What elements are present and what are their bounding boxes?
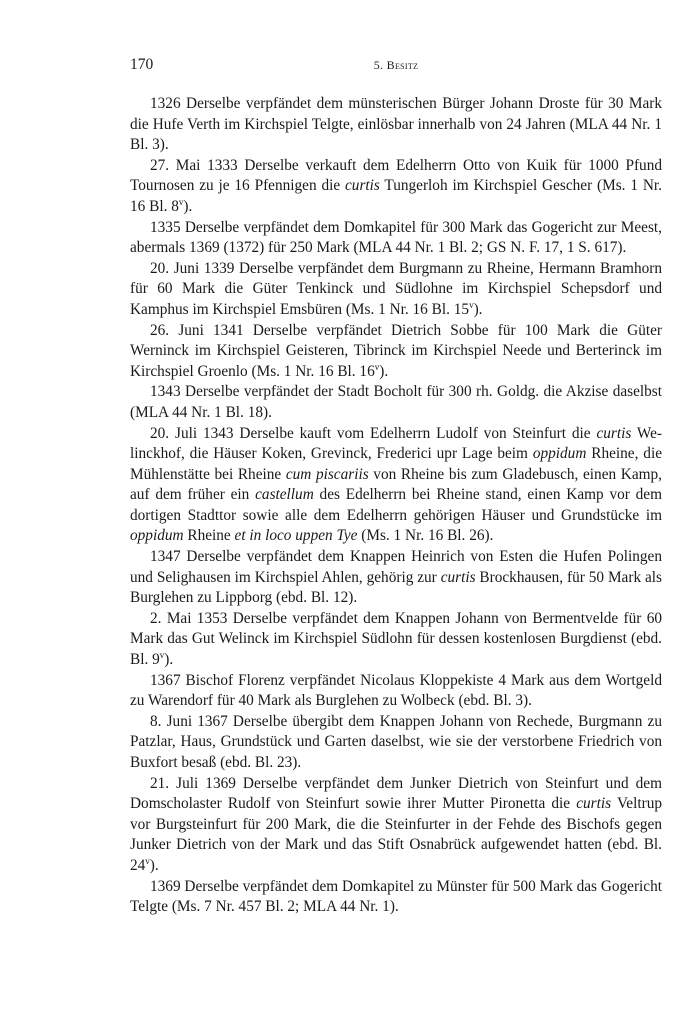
paragraph (130, 547, 662, 609)
text-run: Rheine, die Mühlenstätte bei Rheine (130, 445, 662, 483)
superscript: v (145, 855, 150, 866)
paragraph (130, 609, 662, 671)
italic-term: curtis (596, 424, 632, 442)
paragraph (130, 94, 662, 156)
superscript: v (374, 361, 380, 372)
italic-term: et in loco uppen Tye (234, 527, 358, 545)
paragraph (130, 321, 662, 383)
text-run: 2. Mai 1353 Derselbe verpfändet dem Knappen Johann von Bermentvelde für 60 Mark das Gut Welinck im Kirchspiel Südlohn für dessen kostenlosen Burgdienst (ebd. Bl. 9 (130, 609, 662, 669)
paragraph (130, 877, 662, 918)
text-run: 1335 Derselbe verpfändet dem Domkapitel für 300 Mark das Gogericht zur Meest, abermals 1369 (1372) für 250 Mark (MLA 44 Nr. 1 Bl. 2; GS N. F. 17, 1 S. 617). (130, 218, 662, 257)
text-run: 20. Juni 1339 Derselbe verpfändet dem Burgmann zu Rheine, Hermann Bramhorn für 60 Mark die Güter Tenkinck und Südlohne im Kirchspiel Schepsdorf und Kamphus im Kirchspiel Emsbüren (Ms. 1 Nr. 16 Bl. 15 (130, 259, 662, 318)
paragraph (130, 774, 662, 877)
text-run: ). (473, 300, 483, 318)
italic-term: cum piscariis (285, 465, 369, 483)
italic-term: curtis (345, 177, 380, 195)
paragraph (130, 218, 662, 259)
text-run: 1369 Derselbe verpfändet dem Domkapitel zu Münster für 500 Mark das Gogericht Telgte (Ms. 7 Nr. 457 Bl. 2; MLA 44 Nr. 1). (130, 877, 662, 916)
text-run: Brockhausen, für 50 Mark als Burglehen zu Lippborg (ebd. Bl. 12). (130, 568, 662, 607)
text-run: Rheine (183, 527, 235, 545)
italic-term: curtis (440, 568, 476, 586)
superscript: v (159, 649, 165, 660)
italic-term: oppidum (130, 527, 184, 545)
text-run: 8. Juni 1367 Derselbe übergibt dem Knappen Johann von Rechede, Burgmann zu Patzlar, Haus, Grundstück und Garten daselbst, wie sie der verstorbene Friedrich von Buxfort besaß (ebd. Bl. 23). (130, 712, 662, 771)
text-run: Welinckhof, die Häuser Koken, Grevinck, Frederici upr Lage beim (130, 424, 662, 463)
paragraph (130, 156, 662, 218)
italic-term: curtis (576, 795, 612, 813)
text-run: 1326 Derselbe verpfändet dem münsterischen Bürger Johann Droste für 30 Mark die Hufe Verth im Kirchspiel Telgte, einlösbar innerhalb von 24 Jahren (MLA 44 Nr. 1 Bl. 3). (130, 95, 662, 154)
text-run: 27. Mai 1333 Derselbe verkauft dem Edelherrn Otto von Kuik für 1000 Pfund Tournosen zu je 16 Pfennigen die (130, 156, 662, 195)
text-run: ). (164, 651, 174, 669)
text-run: (Ms. 1 Nr. 16 Bl. 26). (357, 527, 494, 545)
text-run: 20. Juli 1343 Derselbe kauft vom Edelherrn Ludolf von Steinfurt die (150, 424, 597, 442)
paragraph (130, 712, 662, 774)
text-run: 21. Juli 1369 Derselbe verpfändet dem Junker Dietrich von Steinfurt und dem Domscholaster Rudolf von Steinfurt sowie ihrer Mutter Pironetta die (130, 774, 662, 813)
italic-term: oppidum (532, 445, 587, 463)
text-run: 1347 Derselbe verpfändet dem Knappen Heinrich von Esten die Hufen Polingen und Selighausen im Kirchspiel Ahlen, gehörig zur (130, 548, 662, 586)
paragraph (130, 259, 662, 321)
body-text (130, 94, 662, 918)
text-run: ). (149, 856, 159, 874)
text-run: von Rheine bis zum Gladebusch, einen Kamp, auf dem früher ein (130, 465, 662, 504)
text-run: Veltrup vor Burgsteinfurt für 200 Mark, die die Steinfurter in der Fehde des Bischofs gegen Junker Dietrich von der Mark und das Stift Osnabrück aufgewendet hatten (ebd. Bl. 24 (130, 795, 662, 874)
paragraph (130, 424, 662, 548)
running-head: 5. Besitz (373, 58, 419, 72)
italic-term: castellum (255, 486, 314, 504)
page-number: 170 (130, 56, 154, 73)
superscript: v (469, 299, 474, 310)
book-page (130, 56, 662, 918)
page-header (130, 56, 662, 80)
paragraph (130, 382, 662, 423)
superscript: v (178, 196, 184, 207)
paragraph (130, 671, 662, 712)
text-run: ). (379, 362, 389, 380)
text-run: 1343 Derselbe verpfändet der Stadt Bocholt für 300 rh. Goldg. die Akzise daselbst (MLA 44 Nr. 1 Bl. 18). (130, 383, 662, 421)
text-run: ). (183, 197, 193, 215)
text-run: Tungerloh im Kirchspiel Gescher (Ms. 1 Nr. 16 Bl. 8 (130, 177, 662, 215)
text-run: des Edelherrn bei Rheine stand, einen Kamp vor dem dortigen Stadttor sowie alle dem Edelherrn gehörigen Häuser und Grundstücke im (130, 486, 662, 524)
text-run: 26. Juni 1341 Derselbe verpfändet Dietrich Sobbe für 100 Mark die Güter Werninck im Kirchspiel Geisteren, Tibrinck im Kirchspiel Neede und Berterinck im Kirchspiel Groenlo (Ms. 1 Nr. 16 Bl. 16 (130, 321, 662, 380)
text-run: 1367 Bischof Florenz verpfändet Nicolaus Kloppekiste 4 Mark aus dem Wortgeld zu Warendorf für 40 Mark als Burglehen zu Wolbeck (ebd. Bl. 3). (130, 671, 662, 710)
